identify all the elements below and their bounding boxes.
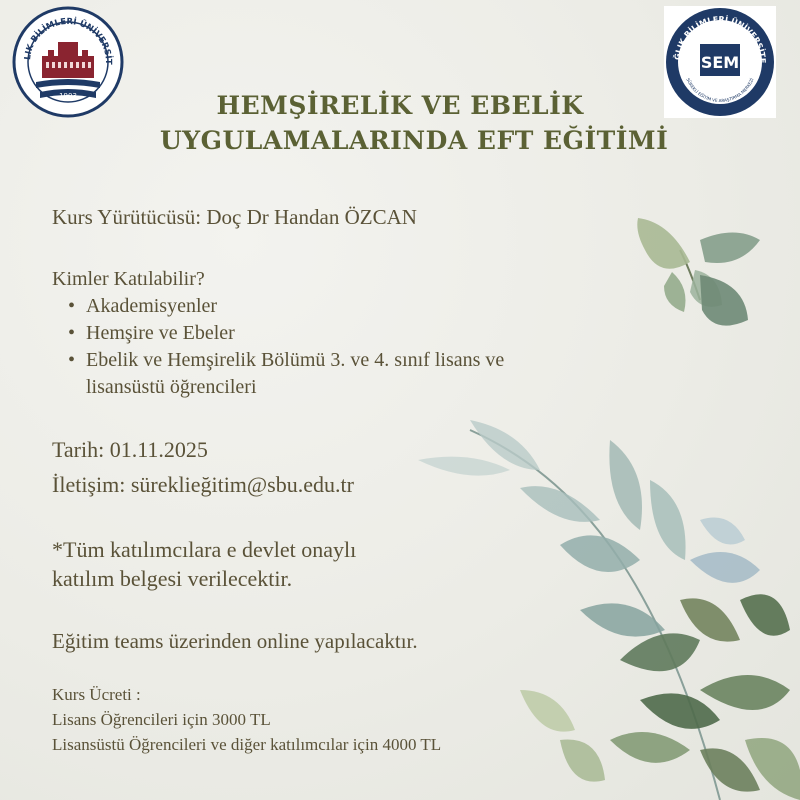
fee-undergraduate: Lisans Öğrencileri için 3000 TL — [52, 710, 271, 729]
right-logo-mark: SEM — [700, 53, 740, 72]
page-title — [160, 88, 669, 158]
list-item-continuation: lisansüstü öğrencileri — [86, 376, 257, 398]
sem-logo — [664, 6, 776, 118]
participants-list — [68, 293, 504, 401]
university-logo — [12, 6, 124, 118]
contact-email: İletişim: süreklieğitim@sbu.edu.tr — [52, 472, 354, 497]
right-logo-text: ĞLIK BİLİMLERİ ÜNİVERSİTE — [672, 14, 768, 64]
online-note: Eğitim teams üzerinden online yapılacaktır. — [52, 629, 418, 653]
right-logo-bottom-text: SÜREKLİ EĞİTİM VE ARAŞTIRMA MERKEZİ — [685, 77, 755, 104]
list-item: • Akademisyenler — [68, 293, 504, 320]
certificate-note-line-1: *Tüm katılımcılara e devlet onaylı — [52, 537, 357, 562]
upper-leaf-sprig — [637, 218, 760, 326]
fee-graduate: Lisansüstü Öğrencileri ve diğer katılımcılar için 4000 TL — [52, 735, 442, 754]
left-logo-text: LIK BİLİMLERİ ÜNİVERSİT — [22, 16, 114, 65]
title-line-1: HEMŞİRELİK VE EBELİK — [216, 91, 584, 120]
certificate-note-line-2: katılım belgesi verilecektir. — [52, 566, 293, 591]
participants-heading: Kimler Katılabilir? — [52, 268, 205, 290]
fee-heading: Kurs Ücreti : — [52, 685, 141, 704]
list-item: • Ebelik ve Hemşirelik Bölümü 3. ve 4. sınıf lisans ve — [68, 347, 504, 374]
list-item: • Hemşire ve Ebeler — [68, 320, 504, 347]
title-line-2: UYGULAMALARINDA EFT EĞİTİMİ — [160, 126, 669, 155]
course-coordinator: Kurs Yürütücüsü: Doç Dr Handan ÖZCAN — [52, 205, 417, 229]
course-date: Tarih: 01.11.2025 — [52, 437, 208, 462]
lower-leaf-branch — [418, 420, 800, 800]
left-logo-year: 1903 — [59, 92, 77, 100]
